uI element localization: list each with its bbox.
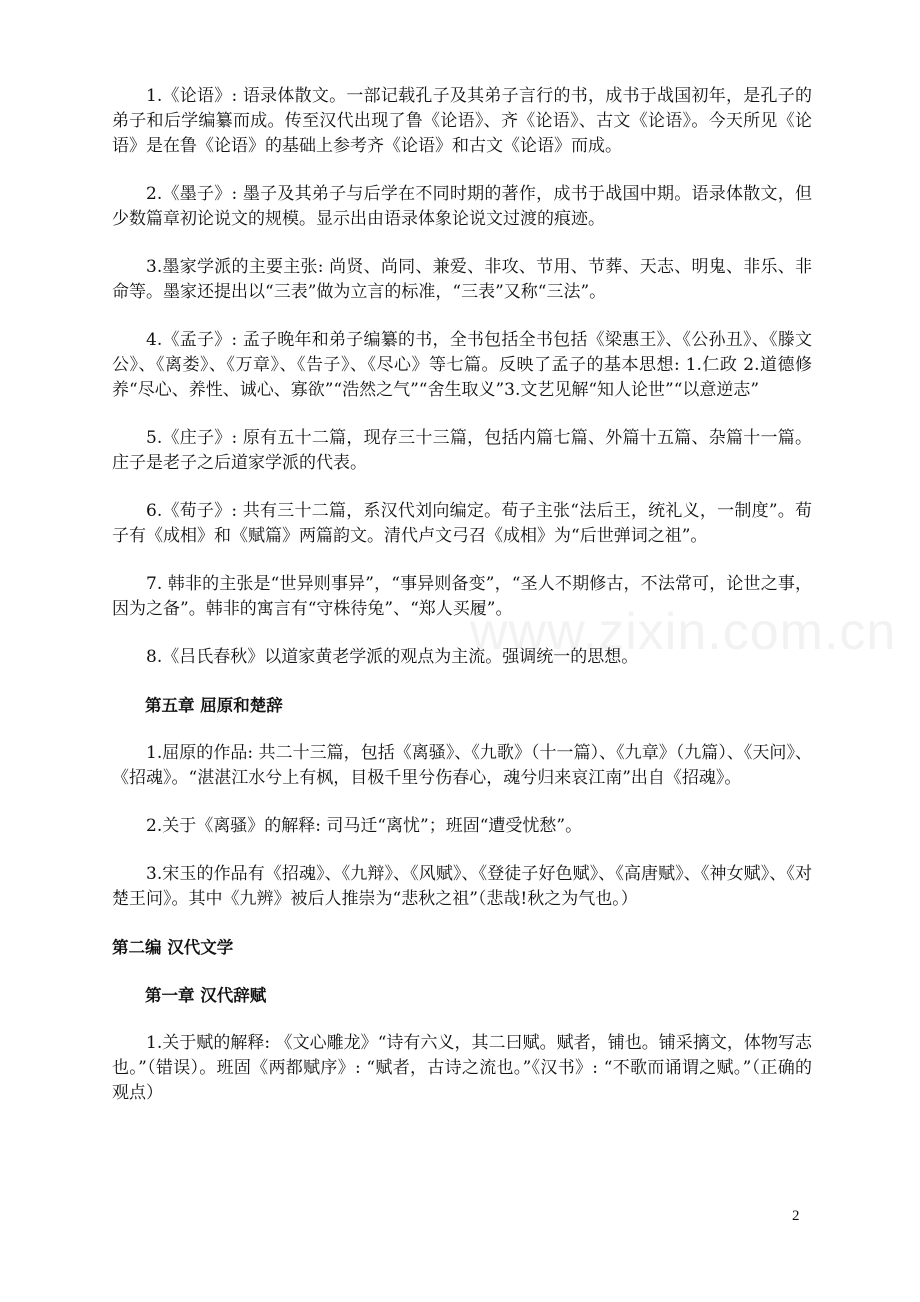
page-number: 2 [792,1208,800,1224]
paragraph-mengzi: 4.《孟子》: 孟子晚年和弟子编纂的书，全书包括全书包括《梁惠王》、《公孙丑》、《滕文公》、《离娄》、《万章》、《告子》、《尽心》等七篇。反映了孟子的基本思想: 1.仁政 2.道德修养“尽心、养性、诚心、寡欲”“浩然之气”“舍生取义”3.文艺见解“知人论世”“以意逆志” [112,330,812,400]
paragraph-lunyu: 1.《论语》: 语录体散文。一部记载孔子及其弟子言行的书，成书于战国初年，是孔子的弟子和后学编纂而成。传至汉代出现了鲁《论语》、齐《论语》、古文《论语》。今天所见《论语》是在鲁《论语》的基础上参考齐《论语》和古文《论语》而成。 [112,86,812,156]
paragraph-mozi: 2.《墨子》: 墨子及其弟子与后学在不同时期的著作，成书于战国中期。语录体散文，但少数篇章初论说文的规模。显示出由语录体象论说文过渡的痕迹。 [112,184,812,229]
chapter1-heading: 第一章 汉代辞赋 [145,986,267,1005]
paragraph-lisao: 2.关于《离骚》的解释: 司马迁“离忧”；班固“遭受忧愁”。 [146,816,583,836]
paragraph-xunzi: 6.《荀子》: 共有三十二篇，系汉代刘向编定。荀子主张“法后王，统礼义，一制度”。荀子有《成相》和《赋篇》两篇韵文。清代卢文弓召《成相》为“后世弹词之祖”。 [112,501,812,546]
paragraph-quyuan-works: 1.屈原的作品: 共二十三篇，包括《离骚》、《九歌》（十一篇）、《九章》（九篇）、《天问》、《招魂》。“湛湛江水兮上有枫，目极千里兮伤春心，魂兮归来哀江南”出自《招魂》。 [112,743,812,788]
part2-heading: 第二编 汉代文学 [112,938,234,957]
watermark: www.zixin.com.cn [470,603,897,661]
paragraph-lvshi: 8.《吕氏春秋》以道家黄老学派的观点为主流。强调统一的思想。 [146,647,639,667]
paragraph-songyu: 3.宋玉的作品有《招魂》、《九辩》、《风赋》、《登徒子好色赋》、《高唐赋》、《神女赋》、《对楚王问》。其中《九辨》被后人推崇为“悲秋之祖”（悲哉!秋之为气也。） [112,864,812,909]
paragraph-mojia: 3.墨家学派的主要主张: 尚贤、尚同、兼爱、非攻、节用、节葬、天志、明鬼、非乐、非命等。墨家还提出以“三表”做为立言的标准，“三表”又称“三法”。 [112,257,812,302]
paragraph-fu: 1.关于赋的解释: 《文心雕龙》“诗有六义，其二曰赋。赋者，铺也。铺采摛文，体物写志也。”（错误）。班固《两都赋序》: “赋者，古诗之流也。”《汉书》: “不歌而诵谓之赋。”（正确的观点） [112,1033,812,1103]
document-page [112,84,812,1129]
paragraph-hanfei: 7. 韩非的主张是“世异则事异”，“事异则备变”，“圣人不期修古，不法常可，论世之事，因为之备”。韩非的寓言有“守株待兔”、“郑人买履”。 [112,574,812,619]
chapter5-heading: 第五章 屈原和楚辞 [145,696,283,715]
paragraph-zhuangzi: 5.《庄子》: 原有五十二篇，现存三十三篇，包括内篇七篇、外篇十五篇、杂篇十一篇。庄子是老子之后道家学派的代表。 [112,428,812,473]
